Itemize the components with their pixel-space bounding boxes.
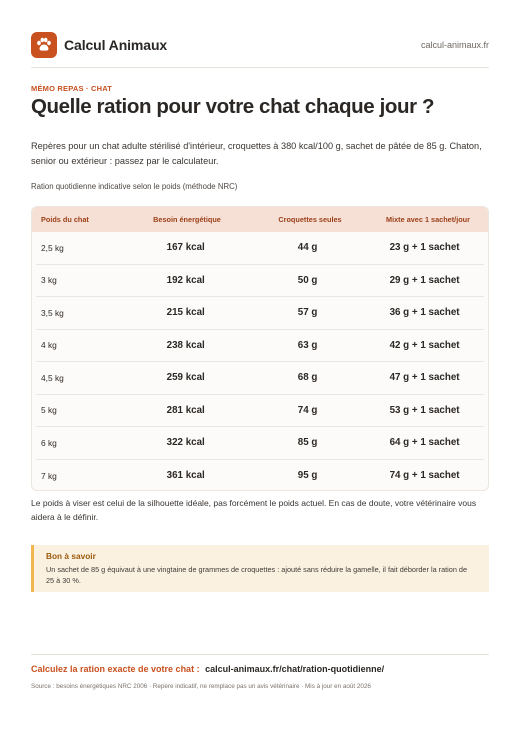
- table-body: [32, 232, 488, 491]
- cell-mixed: 29 g + 1 sachet: [389, 274, 460, 286]
- cell-energy: 322 kcal: [166, 437, 205, 449]
- cell-mixed: 42 g + 1 sachet: [389, 339, 460, 351]
- cell-kibble: 63 g: [297, 339, 318, 351]
- table-header: [32, 207, 488, 232]
- site-link[interactable]: calcul-animaux.fr: [420, 40, 489, 50]
- header-kibble: Croquettes seules: [278, 215, 342, 224]
- weight-note: Le poids à viser est celui de la silhouette idéale, pas forcément le poids actuel. En cas de doute, votre vétérinaire vous aidera à le définir.: [31, 498, 477, 522]
- cell-weight: 4 kg: [41, 340, 57, 351]
- cell-energy: 361 kcal: [166, 470, 205, 482]
- footer-divider: [31, 654, 489, 655]
- cell-mixed: 74 g + 1 sachet: [389, 470, 460, 482]
- header-mixed: Mixte avec 1 sachet/jour: [386, 215, 470, 224]
- ration-table: [31, 206, 489, 491]
- table-row: [36, 427, 484, 460]
- cell-mixed: 47 g + 1 sachet: [389, 372, 460, 384]
- brand[interactable]: [31, 32, 167, 58]
- table-row: [36, 297, 484, 330]
- table-caption: Ration quotidienne indicative selon le poids (méthode NRC): [31, 182, 238, 191]
- cell-weight: 3,5 kg: [41, 307, 64, 318]
- callout-text: Un sachet de 85 g équivaut à une vingtaine de grammes de croquettes : ajouté sans réduire la gamelle, il fait déborder la ration de 25 à 30 %.: [46, 565, 468, 585]
- cell-weight: 2,5 kg: [41, 242, 64, 253]
- calculator-cta: [31, 664, 384, 674]
- source-note: Source : besoins énergétiques NRC 2006 · Repère indicatif, ne remplace pas un avis vétérinaire · Mis à jour en août 2026: [31, 683, 371, 690]
- cell-weight: 6 kg: [41, 437, 57, 448]
- tip-callout: [31, 545, 489, 592]
- cta-link[interactable]: calcul-animaux.fr/chat/ration-quotidienne/: [205, 664, 385, 674]
- cell-energy: 281 kcal: [166, 404, 205, 416]
- cta-label: Calculez la ration exacte de votre chat :: [31, 664, 200, 674]
- cell-kibble: 85 g: [297, 437, 318, 449]
- cell-weight: 4,5 kg: [41, 372, 64, 383]
- cell-kibble: 74 g: [297, 404, 318, 416]
- cell-kibble: 50 g: [297, 274, 318, 286]
- table-row: [36, 232, 484, 265]
- table-row: [36, 265, 484, 298]
- table-row: [36, 395, 484, 428]
- cell-kibble: 95 g: [297, 470, 318, 482]
- header-energy: Besoin énergétique: [153, 215, 221, 224]
- cell-mixed: 64 g + 1 sachet: [389, 437, 460, 449]
- header-weight: Poids du chat: [41, 215, 89, 224]
- cell-energy: 192 kcal: [166, 274, 205, 286]
- brand-name: Calcul Animaux: [64, 37, 168, 53]
- cell-energy: 215 kcal: [166, 307, 205, 319]
- callout-title: Bon à savoir: [46, 551, 96, 561]
- cell-energy: 238 kcal: [166, 339, 205, 351]
- cell-mixed: 53 g + 1 sachet: [389, 404, 460, 416]
- cell-kibble: 68 g: [297, 372, 318, 384]
- paw-icon: [31, 32, 57, 58]
- cell-weight: 7 kg: [41, 470, 57, 481]
- cell-weight: 5 kg: [41, 405, 57, 416]
- site-header: [31, 31, 489, 59]
- cell-mixed: 23 g + 1 sachet: [389, 242, 460, 254]
- cell-energy: 259 kcal: [166, 372, 205, 384]
- cell-kibble: 57 g: [297, 307, 318, 319]
- intro-paragraph: Repères pour un chat adulte stérilisé d'intérieur, croquettes à 380 kcal/100 g, sachet de pâtée de 85 g. Chaton, senior ou extérieur : passez par le calculateur.: [31, 141, 482, 166]
- table-row: [36, 330, 484, 363]
- cell-kibble: 44 g: [297, 242, 318, 254]
- page-title: Quelle ration pour votre chat chaque jour ?: [31, 95, 435, 118]
- table-row: [36, 362, 484, 395]
- table-row: [36, 460, 484, 492]
- header-divider: [31, 67, 489, 68]
- cell-weight: 3 kg: [41, 275, 57, 286]
- cell-energy: 167 kcal: [166, 242, 205, 254]
- article-kicker: MÉMO REPAS · CHAT: [31, 84, 113, 93]
- cell-mixed: 36 g + 1 sachet: [389, 307, 460, 319]
